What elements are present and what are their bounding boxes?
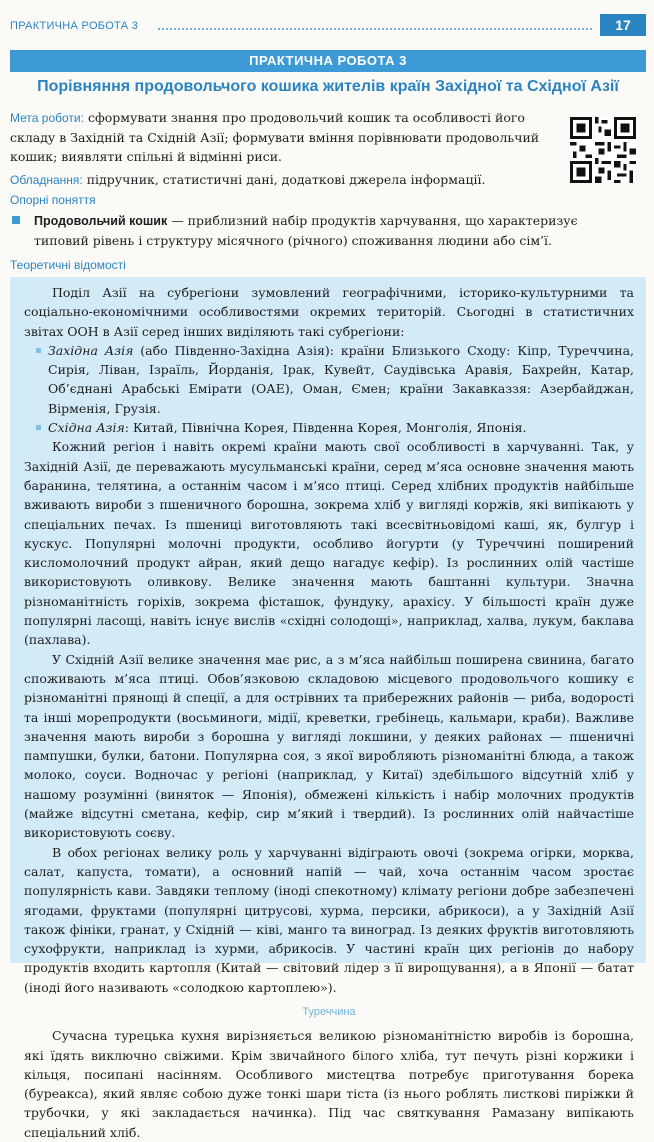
equipment-label: Обладнання: bbox=[10, 173, 83, 187]
theory-paragraph: Поділ Азії на субрегіони зумовлений географічними, історико-культурними та соціально-економічними особливостями окремих територій. Сьогодні в статистичних звітах ООН в Азії серед інших виділяють такі субрегіони: bbox=[24, 285, 634, 339]
concept-term: Продовольчий кошик bbox=[34, 214, 168, 228]
square-bullet-icon bbox=[12, 216, 20, 224]
page-number: 17 bbox=[600, 14, 646, 36]
theory-box bbox=[10, 277, 646, 1140]
turkey-heading: Туреччина bbox=[302, 1005, 356, 1018]
running-title: ПРАКТИЧНА РОБОТА 3 bbox=[10, 20, 139, 32]
theory-paragraph: У Східній Азії велике значення має рис, а з м’яса найбільш поширена свинина, багато споживають м’яса птиці. Обов’язковою складовою місцевого продовольчого кошику є різноманітні прянощі й спеції, а для острівних та прибережних районів — риба, водорості та інші морепродукти (восьминоги, мідії, креветки, гребінець, кальмари, краби). Важливе значення мають вироби з борошна у вигляді локшини, у деяких районах — пшеничні пампушки, булки, батони. Популярна соя, з якої виробляють різноманітні блюда, а також молоко, соуси. Водночас у регіоні (наприклад, у Китаї) здебільшого відсутній хліб у нашому розумінні (виняток — Японія), обмежені кількість і набір молочних продуктів (майже відсутні сметана, кефір, сир м’який і твердий). Із рослинних олій найчастіше використовують соєву. bbox=[24, 651, 634, 841]
region-name: Західна Азія bbox=[48, 342, 134, 358]
theory-content bbox=[24, 283, 634, 1142]
qr-code-icon[interactable] bbox=[570, 117, 636, 183]
subregion-east bbox=[24, 418, 634, 437]
region-name: Східна Азія bbox=[48, 420, 125, 436]
concept-item bbox=[34, 211, 636, 250]
equipment-section bbox=[10, 170, 555, 190]
subregion-west bbox=[24, 341, 634, 418]
square-bullet-icon bbox=[36, 348, 41, 353]
equipment-text: підручник, статистичні дані, додаткові джерела інформації. bbox=[86, 172, 486, 187]
square-bullet-icon bbox=[36, 425, 41, 430]
page-header bbox=[10, 14, 646, 38]
work-subtitle: Порівняння продовольчого кошика жителів країн Західної та Східної Азії bbox=[37, 78, 619, 95]
page-title: ПРАКТИЧНА РОБОТА 3 bbox=[10, 50, 646, 72]
theory-heading: Теоретичні відомості bbox=[10, 258, 126, 272]
goal-section bbox=[10, 108, 555, 166]
region-text: (або Південно-Західна Азія): країни Близького Сходу: Кіпр, Туреччина, Сирія, Ліван, Ізраїль, Йорданія, Ірак, Кувейт, Саудівська Аравія, Бахрейн, Катар, Об’єднані Арабські Емірати (ОАЕ), Оман, Ємен; країни Закавказзя: Азербайджан, Вірменія, Грузія. bbox=[48, 342, 634, 416]
theory-paragraph: Кожний регіон і навіть окремі країни мають свої особливості в харчуванні. Так, у Західній Азії, де переважають мусульманські країни, серед м’яса основне значення мають баранина, телятина, а останнім часом і м’ясо птиці. Серед хлібних продуктів найбільше вживають вироби з пшеничного борошна, зокрема хліб у вигляді коржів, які випікають у спеціальних печах. Із пшениці виготовляють такі всесвітньовідомі каші, як, булгур і кускус. Популярні молочні продукти, особливо йогурти (у Туреччині поширений кисломолочний продукт айран, який дещо нагадує кефір). Із рослинних олій частіше використовують оливкову. Велике значення мають баштанні культури. Значна різноманітність горіхів, зокрема фісташок, фундуку, арахісу. У більшості країн дуже популярні ласощі, навіть існує вислів «східні солодощі», наприклад, халва, лукум, баклава (пахлава). bbox=[24, 439, 634, 648]
concept-definition: — приблизний набір продуктів харчування, що характеризує типовий рівень і структуру місячного (річного) споживання людини або сім’ї. bbox=[34, 213, 578, 248]
region-text: : Китай, Північна Корея, Південна Корея, Монголія, Японія. bbox=[124, 420, 527, 436]
concepts-heading: Опорні поняття bbox=[10, 193, 96, 207]
goal-text: сформувати знання про продовольчий кошик та особливості його складу в Західній та Східній Азії; формувати вміння порівнювати продовольчий кошик; виявляти спільні й відмінні риси. bbox=[10, 110, 540, 164]
theory-paragraph: Сучасна турецька кухня вирізняється великою різноманітністю виробів із борошна, які їдять виключно свіжими. Крім звичайного білого хліба, тут печуть різні коржики і кільця, посипані насінням. Особливого мистецтва потребує приготування борека (буреакса), який являє собою дуже тонкі шари тіста (із нього роблять листкові пиріжки й трубочки, у які закладається начинка). Під час святкування Рамазану випікають спеціальний хліб. bbox=[24, 1028, 634, 1140]
header-dotted-line bbox=[158, 28, 592, 30]
theory-paragraph: В обох регіонах велику роль у харчуванні відіграють овочі (зокрема огірки, морква, салат, капуста, томати), а основний напій — чай, хоча останнім часом зростає популярність кави. Завдяки теплому (іноді спекотному) клімату регіони добре забезпечені ягодами, фруктами (популярні цитрусові, хурма, персики, абрикоси), а у Західній Азії також фініки, гранат, у Східній — ківі, манго та виноград. Із деяких фруктів виготовляють сухофрукти, наприклад із хурми, абрикосів. У частині країн цих регіонів до набору продуктів входить картопля (Китай — світовий лідер з її вирощування), а в Японії — батат (іноді його називають «солодкою картоплею»). bbox=[24, 844, 634, 995]
goal-label: Мета роботи: bbox=[10, 111, 84, 125]
